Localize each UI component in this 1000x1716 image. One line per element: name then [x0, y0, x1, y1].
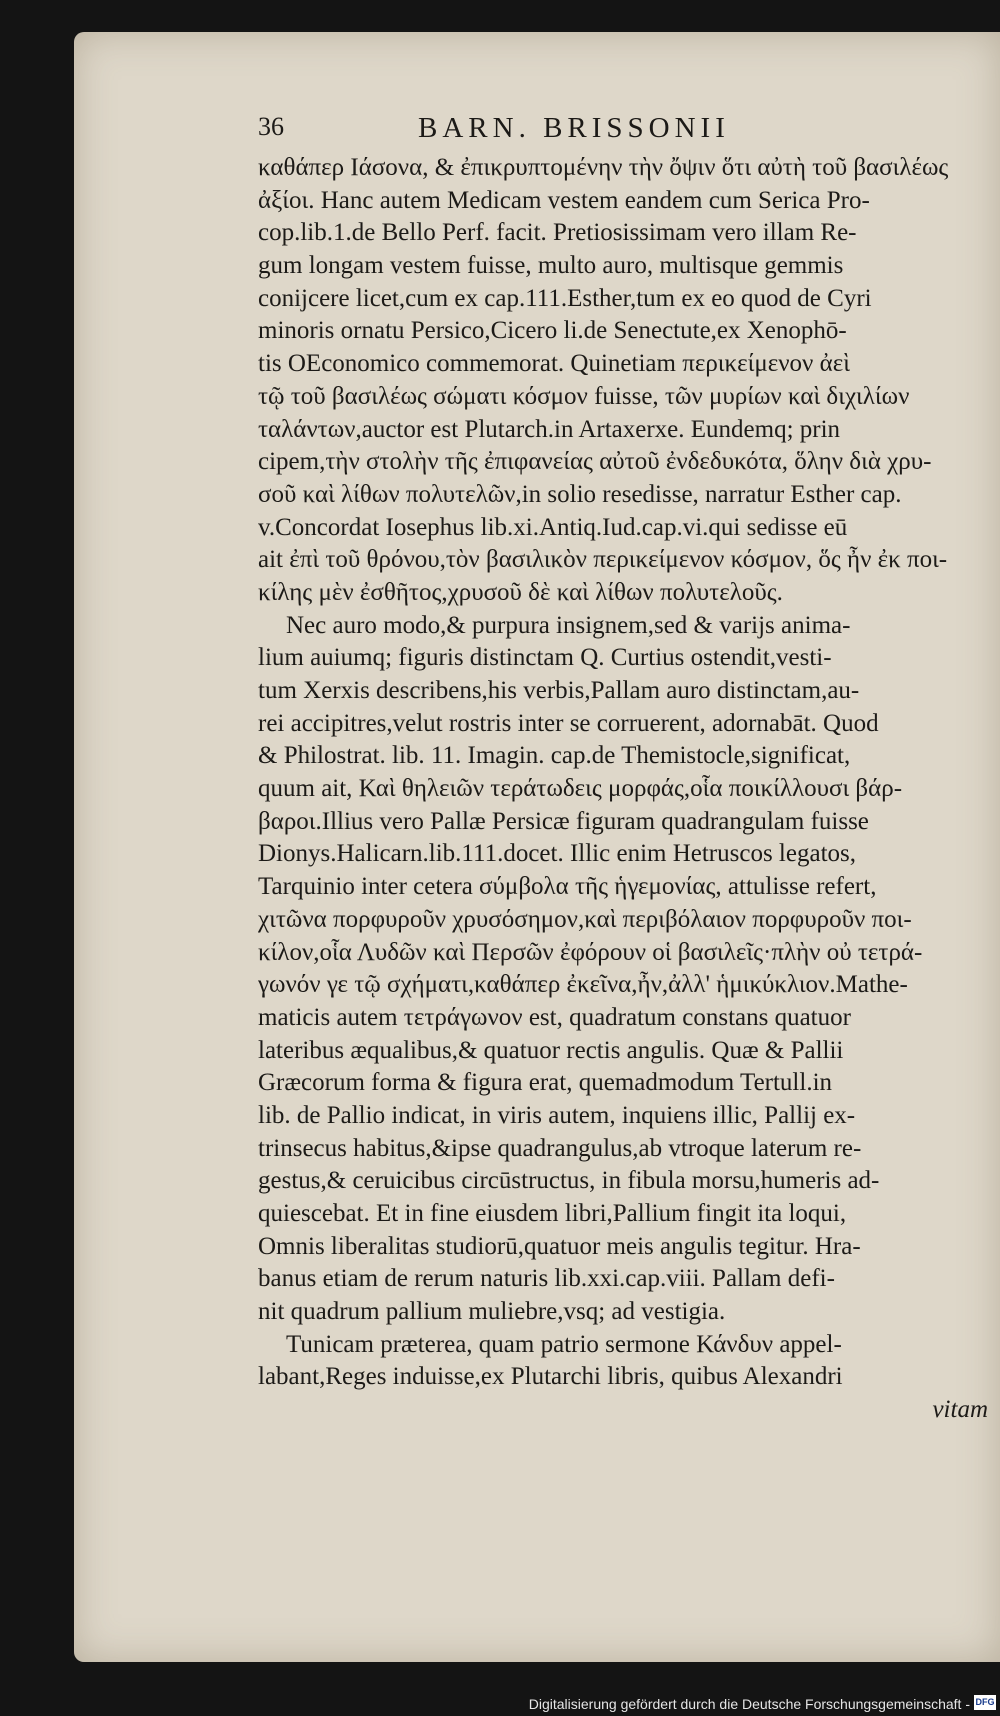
text-line: minoris ornatu Persico,Cicero li.de Senectute,ex Xenophō-	[258, 317, 847, 345]
text-line: lateribus æqualibus,& quatuor rectis angulis. Quæ & Pallii	[258, 1036, 844, 1064]
text-line: Tarquinio inter cetera σύμβολα τῆς ἡγεμονίας, attulisse refert,	[258, 873, 877, 901]
text-line: trinsecus habitus,&ipse quadrangulus,ab vtroque laterum re-	[258, 1134, 862, 1162]
text-line: Tunicam præterea, quam patrio sermone Κάνδυν appel-	[286, 1330, 842, 1358]
text-line: cop.lib.1.de Bello Perf. facit. Pretiosissimam vero illam Re-	[258, 219, 857, 247]
text-line: ταλάντων,auctor est Plutarch.in Artaxerxe. Eundemq; prin	[258, 415, 841, 443]
running-head-title: BARN. BRISSONII	[418, 112, 730, 144]
text-line: gestus,& ceruicibus circūstructus, in fibula morsu,humeris ad-	[258, 1167, 880, 1195]
text-line: κίλης μὲν ἐσθῆτος,χρυσοῦ δὲ καὶ λίθων πολυτελοῦς.	[258, 578, 783, 606]
body-text	[258, 152, 988, 1427]
text-line: κίλον,οἷα Λυδῶν καὶ Περσῶν ἐφόρουν οἱ βασιλεῖς·πλὴν οὐ τετρά-	[258, 938, 923, 966]
text-line: tum Xerxis describens,his verbis,Pallam auro distinctam,au-	[258, 677, 860, 704]
text-line: Nec auro modo,& purpura insignem,sed & varijs anima-	[286, 611, 851, 639]
text-line: Omnis liberalitas studiorū,quatuor meis angulis tegitur. Hra-	[258, 1232, 861, 1260]
text-line: quum ait, Καὶ θηλειῶν τεράτωδεις μορφάς,οἷα ποικίλλουσι βάρ-	[258, 775, 903, 803]
text-line: βαροι.Illius vero Pallæ Persicæ figuram quadrangulam fuisse	[258, 807, 869, 835]
running-head	[258, 112, 988, 152]
text-line: χιτῶνα πορφυροῦν χρυσόσημον,καὶ περιβόλαιον πορφυροῦν ποι-	[258, 905, 912, 933]
text-line: Græcorum forma & figura erat, quemadmodum Tertull.in	[258, 1069, 833, 1097]
text-line: maticis autem τετράγωνον est, quadratum constans quatuor	[258, 1003, 851, 1031]
text-line: σοῦ καὶ λίθων πολυτελῶν,in solio resedisse, narratur Esther cap.	[258, 480, 902, 508]
text-line: labant,Reges induisse,ex Plutarchi libris, quibus Alexandri	[258, 1363, 843, 1391]
text-line: ἀξίοι. Hanc autem Medicam vestem eandem cum Serica Pro-	[258, 186, 870, 214]
text-line: Dionys.Halicarn.lib.111.docet. Illic enim Hetruscos legatos,	[258, 840, 856, 868]
text-line: lium auiumq; figuris distinctam Q. Curtius ostendit,vesti-	[258, 644, 832, 672]
text-line: quiescebat. Et in fine eiusdem libri,Pallium fingit ita loqui,	[258, 1200, 847, 1227]
text-line: & Philostrat. lib. 11. Imagin. cap.de Themistocle,significat,	[258, 742, 851, 770]
text-line: τῷ τοῦ βασιλέως σώματι κόσμον fuisse, τῶν μυρίων καὶ διχιλίων	[258, 382, 910, 410]
page-number: 36	[258, 112, 284, 141]
text-line: v.Concordat Iosephus lib.xi.Antiq.Iud.cap.vi.qui sedisse eū	[258, 513, 848, 541]
text-line: γωνόν γε τῷ σχήματι,καθάπερ ἐκεῖνα,ἦν,ἀλλ' ἡμικύκλιον.Mathe-	[258, 971, 908, 999]
text-line: καθάπερ Ιάσονα, & ἐπικρυπτομένην τὴν ὄψιν ὅτι αὐτὴ τοῦ βασιλέως	[258, 154, 949, 181]
dfg-logo-icon: DFG	[974, 1695, 996, 1710]
text-line: tis OEconomico commemorat. Quinetiam περικείμενον ἀεὶ	[258, 350, 850, 378]
text-line: rei accipitres,velut rostris inter se corruerent, adornabāt. Quod	[258, 709, 879, 737]
footer-bar	[0, 1692, 1000, 1716]
text-line: lib. de Pallio indicat, in viris autem, inquiens illic, Pallij ex-	[258, 1101, 856, 1129]
text-line: gum longam vestem fuisse, multo auro, multisque gemmis	[258, 252, 844, 280]
text-line: nit quadrum pallium muliebre,vsq; ad vestigia.	[258, 1298, 726, 1326]
text-line: ait ἐπὶ τοῦ θρόνου,τὸν βασιλικὸν περικείμενον κόσμον, ὅς ἦν ἐκ ποι-	[258, 546, 948, 574]
text-block	[258, 112, 988, 1427]
funding-notice: Digitalisierung gefördert durch die Deutsche Forschungsgemeinschaft -	[528, 1696, 970, 1712]
text-line: vitam	[932, 1396, 988, 1424]
text-line: cipem,τὴν στολὴν τῆς ἐπιφανείας αὐτοῦ ἐνδεδυκότα, ὅλην διὰ χρυ-	[258, 448, 932, 476]
text-line: conijcere licet,cum ex cap.111.Esther,tum ex eo quod de Cyri	[258, 284, 872, 312]
text-line: banus etiam de rerum naturis lib.xxi.cap.viii. Pallam defi-	[258, 1265, 835, 1293]
